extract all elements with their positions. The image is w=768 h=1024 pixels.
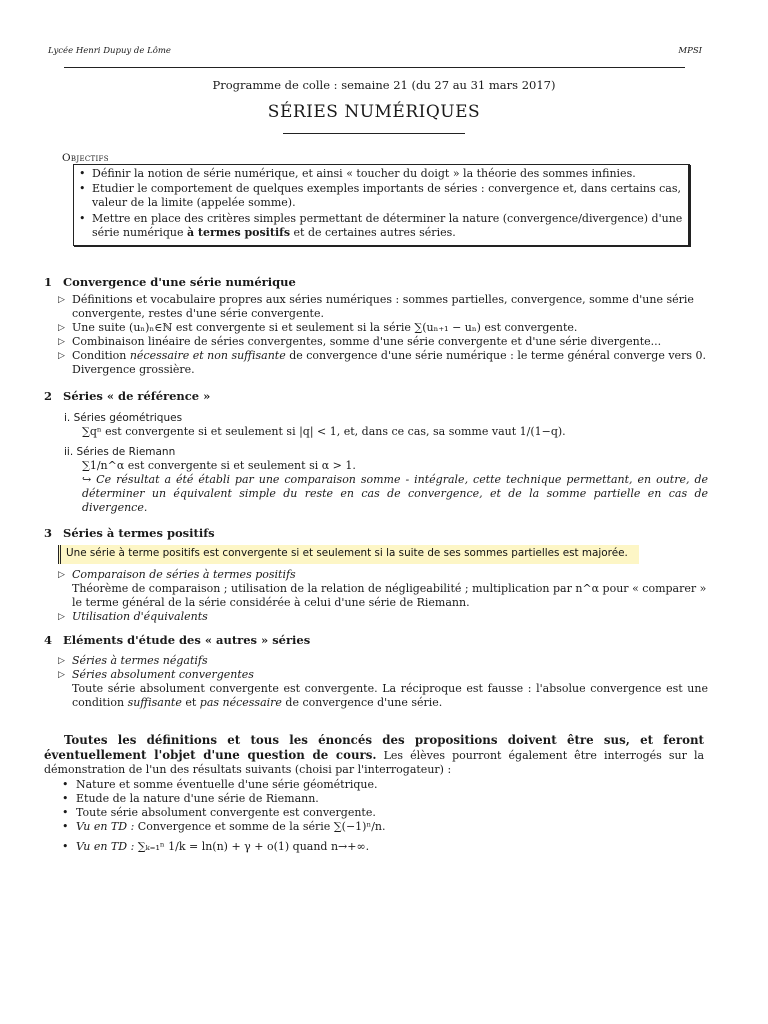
header-school: Lycée Henri Dupuy de Lôme xyxy=(48,46,171,56)
subsection-label: ii. Séries de Riemann xyxy=(64,446,176,458)
triangle-bullet-icon: ▷ xyxy=(58,570,65,580)
page-subtitle: Programme de colle : semaine 21 (du 27 au 31 mars 2017) xyxy=(212,78,556,92)
objectives-label: Objectifs xyxy=(62,152,109,164)
list-item-text: Toute série absolument convergente est convergente. La réciproque est fausse : l'absolue convergence est une condition suffisante et pas nécessaire de convergence d'une série. xyxy=(72,682,708,709)
triangle-bullet-icon: ▷ xyxy=(58,295,65,305)
header-class: MPSI xyxy=(678,46,702,56)
subsection-text: ∑qⁿ est convergente si et seulement si |q| < 1, et, dans ce cas, sa somme vaut 1/(1−q). xyxy=(82,425,566,438)
bullet-icon: • xyxy=(79,182,86,196)
list-item: ▷ Combinaison linéaire de séries convergentes, somme d'une série convergente et d'une série divergente... xyxy=(58,335,662,348)
list-item: • Toute série absolument convergente est convergente. xyxy=(62,806,376,819)
section-heading: 1 Convergence d'une série numérique xyxy=(44,275,296,289)
subsection-label: i. Séries géométriques xyxy=(64,412,183,424)
list-item: ▷ Une suite (uₙ)ₙ∈ℕ est convergente si et seulement si la série ∑(uₙ₊₁ − uₙ) est convergente. xyxy=(58,321,578,334)
highlight-text: Une série à terme positifs est convergente si et seulement si la suite de ses sommes partielles est majorée. xyxy=(66,547,628,559)
list-item: ▷ Utilisation d'équivalents xyxy=(58,610,208,623)
list-item-text: Théorème de comparaison ; utilisation de la relation de négligeabilité ; multiplication par n^α pour « comparer » le terme général de la série considérée à celui d'une série de Riemann. xyxy=(72,582,707,609)
triangle-bullet-icon: ▷ xyxy=(58,337,65,347)
bullet-icon: • xyxy=(79,211,86,225)
header-rule xyxy=(64,67,685,68)
objective-item: • Définir la notion de série numérique, et ainsi « toucher du doigt » la théorie des sommes infinies. xyxy=(79,167,636,180)
bullet-icon: • xyxy=(79,167,86,180)
section-2-items xyxy=(64,411,714,515)
objective-item: • Etudier le comportement de quelques exemples importants de séries : convergence et, dans certains cas, valeur de la limite (appelée somme). xyxy=(79,182,681,210)
triangle-bullet-icon: ▷ xyxy=(58,351,65,361)
note-text: ↪ Ce résultat a été établi par une comparaison somme - intégrale, cette technique permettant, en outre, de déterminer un équivalent simple du reste en cas de convergence, et de la somme partielle en cas de divergence. xyxy=(82,473,708,514)
closing-list xyxy=(62,778,702,854)
objectives-list xyxy=(78,167,688,241)
bullet-icon: • xyxy=(62,778,69,791)
list-item: ▷ Comparaison de séries à termes positifs xyxy=(58,568,296,581)
bullet-icon: • xyxy=(62,792,69,805)
subsection-text: ∑1/n^α est convergente si et seulement si α > 1. xyxy=(82,459,356,472)
section-3-items xyxy=(58,568,708,624)
bullet-icon: • xyxy=(62,820,69,833)
section-1-items xyxy=(58,293,708,377)
list-item: ▷ Définitions et vocabulaire propres aux séries numériques : sommes partielles, convergence, somme d'une série convergente, restes d'une série convergente. xyxy=(58,293,694,320)
list-item: • Nature et somme éventuelle d'une série géométrique. xyxy=(62,778,378,791)
bullet-icon: • xyxy=(62,840,69,853)
list-item: • Vu en TD : ∑ₖ₌₁ⁿ 1/k = ln(n) + γ + o(1) quand n→+∞. xyxy=(62,840,370,853)
section-4-items xyxy=(58,654,708,710)
page-title: SÉRIES NUMÉRIQUES xyxy=(267,102,481,122)
triangle-bullet-icon: ▷ xyxy=(58,656,65,666)
triangle-bullet-icon: ▷ xyxy=(58,612,65,622)
bullet-icon: • xyxy=(62,806,69,819)
list-item: ▷ Condition nécessaire et non suffisante de convergence d'une série numérique : le terme général converge vers 0. Divergence grossière. xyxy=(58,349,706,376)
list-item: ▷ Séries absolument convergentes xyxy=(58,668,254,681)
title-rule xyxy=(283,133,465,134)
objective-item: • Mettre en place des critères simples permettant de déterminer la nature (convergence/divergence) d'une série numérique à termes positifs et de certaines autres séries. xyxy=(79,211,683,239)
triangle-bullet-icon: ▷ xyxy=(58,670,65,680)
closing-paragraph: Toutes les définitions et tous les énoncés des propositions doivent être sus, et feront éventuellement l'objet d'une question de cours. Les élèves pourront également être interrogés sur la démonstration de l'un des résultats suivants (choisi par l'interrogateur) : xyxy=(44,733,705,776)
section-heading: 4 Eléments d'étude des « autres » séries xyxy=(44,633,311,647)
list-item: ▷ Séries à termes négatifs xyxy=(58,654,208,667)
list-item: • Etude de la nature d'une série de Riemann. xyxy=(62,792,319,805)
list-item: • Vu en TD : Convergence et somme de la série ∑(−1)ⁿ/n. xyxy=(62,820,386,833)
section-heading: 2 Séries « de référence » xyxy=(44,389,211,403)
triangle-bullet-icon: ▷ xyxy=(58,323,65,333)
section-heading: 3 Séries à termes positifs xyxy=(44,526,215,540)
